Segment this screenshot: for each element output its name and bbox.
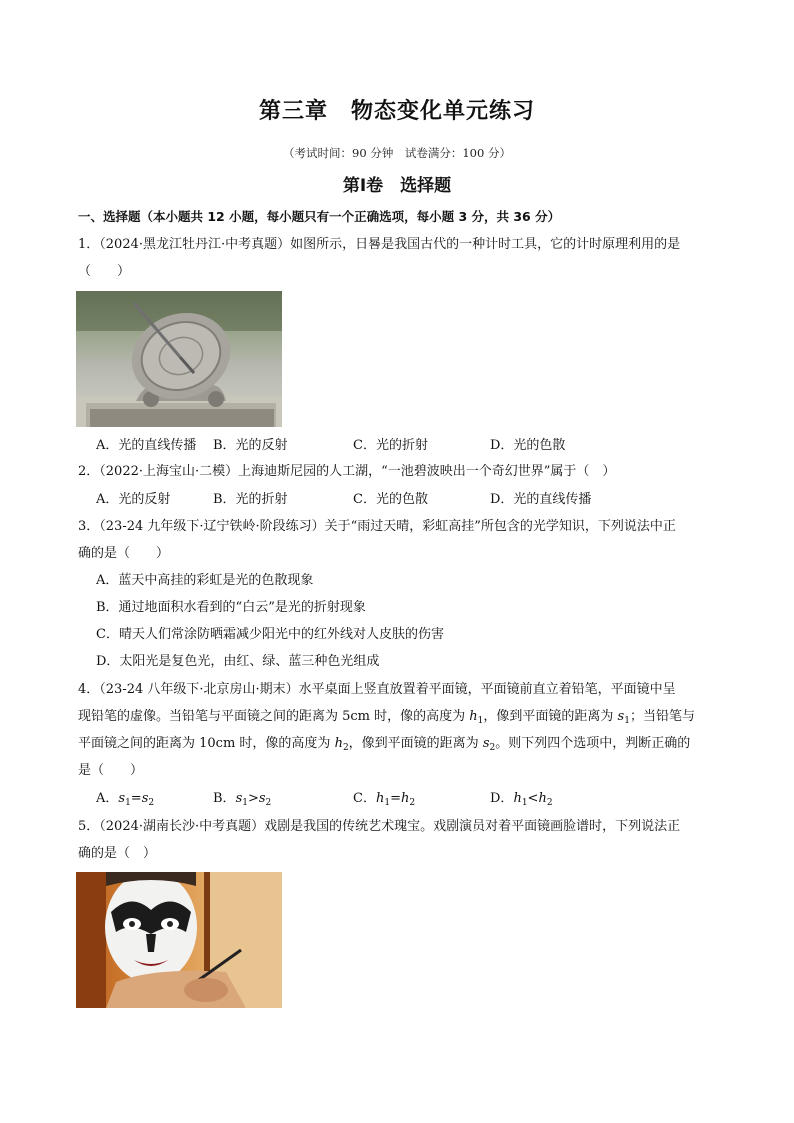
q3-option-a[interactable]: A．蓝天中高挂的彩虹是光的色散现象 bbox=[96, 573, 314, 588]
q4-text: ，像到平面镜的距离为 bbox=[483, 709, 618, 724]
q4-text: ，像到平面镜的距离为 bbox=[348, 736, 483, 751]
section-title: 第Ⅰ卷 选择题 bbox=[342, 176, 452, 196]
var-s: s bbox=[118, 791, 126, 806]
subscript: 2 bbox=[546, 798, 553, 808]
q4-text: 现铅笔的虚像。当铅笔与平面镜之间的距离为 5cm 时，像的高度为 bbox=[78, 709, 470, 724]
var-s: s bbox=[141, 791, 149, 806]
q4-stem: 4．（23-24 八年级下·北京房山·期末）水平桌面上竖直放置着平面镜，平面镜前直立着铅笔，平面镜中呈 bbox=[78, 682, 676, 697]
subscript: 2 bbox=[409, 798, 416, 808]
q3-option-b[interactable]: B．通过地面积水看到的“白云”是光的折射现象 bbox=[96, 600, 366, 615]
var-h: h bbox=[400, 791, 410, 806]
subscript: 2 bbox=[148, 798, 155, 808]
q4-stem-line4: 是（ ） bbox=[78, 763, 144, 778]
q4-option-c[interactable] bbox=[353, 789, 415, 813]
relation: < bbox=[527, 791, 539, 806]
q4-text: ；当铅笔与 bbox=[629, 709, 695, 724]
option-letter: D． bbox=[490, 791, 514, 806]
q2-option-d[interactable]: D．光的直线传播 bbox=[490, 492, 592, 507]
q4-option-d[interactable] bbox=[490, 789, 553, 813]
q1-option-d[interactable]: D．光的色散 bbox=[490, 438, 566, 453]
subscript: 1 bbox=[521, 798, 528, 808]
q5-stem-cont: 确的是（ ） bbox=[78, 846, 157, 861]
q1-stem: 1．（2024·黑龙江牡丹江·中考真题）如图所示，日晷是我国古代的一种计时工具，它的计时原理利用的是 bbox=[78, 237, 681, 252]
q4-stem-line3 bbox=[78, 734, 720, 758]
q1-stem-cont: （ ） bbox=[78, 264, 131, 279]
sundial-photo-icon bbox=[76, 291, 282, 427]
q1-option-b[interactable]: B．光的反射 bbox=[213, 438, 288, 453]
q2-stem: 2．（2022·上海宝山·二模）上海迪斯尼园的人工湖，“一池碧波映出一个奇幻世界”属于（ ） bbox=[78, 464, 616, 479]
q3-stem-cont: 确的是（ ） bbox=[78, 546, 170, 561]
var-s: s bbox=[482, 736, 490, 751]
relation: > bbox=[247, 791, 259, 806]
var-s: s bbox=[258, 791, 266, 806]
q5-stem: 5．（2024·湖南长沙·中考真题）戏剧是我国的传统艺术瑰宝。戏剧演员对着平面镜画脸谱时，下列说法正 bbox=[78, 819, 681, 834]
q2-option-b[interactable]: B．光的折射 bbox=[213, 492, 288, 507]
relation: = bbox=[390, 791, 401, 806]
var-h: h bbox=[538, 791, 547, 806]
sundial-drawing bbox=[76, 291, 282, 427]
subscript: 1 bbox=[477, 716, 484, 726]
subscript: 1 bbox=[384, 798, 391, 808]
q3-stem: 3．（23-24 九年级下·辽宁铁岭·阶段练习）关于“雨过天晴，彩虹高挂”所包含的光学知识，下列说法中正 bbox=[78, 519, 676, 534]
var-h: h bbox=[334, 736, 343, 751]
subscript: 2 bbox=[342, 743, 349, 753]
var-h: h bbox=[513, 791, 522, 806]
q4-text: 平面镜之间的距离为 10cm 时，像的高度为 bbox=[78, 736, 335, 751]
var-h: h bbox=[375, 791, 385, 806]
q1-option-a[interactable]: A．光的直线传播 bbox=[96, 438, 197, 453]
var-s: s bbox=[235, 791, 243, 806]
option-letter: C． bbox=[353, 791, 376, 806]
q3-option-d[interactable]: D．太阳光是复色光，由红、绿、蓝三种色光组成 bbox=[96, 654, 380, 669]
subscript: 1 bbox=[125, 798, 131, 808]
q4-option-b[interactable] bbox=[213, 789, 271, 813]
var-s: s bbox=[617, 709, 625, 724]
q3-option-c[interactable]: C．晴天人们常涂防晒霜减少阳光中的红外线对人皮肤的伤害 bbox=[96, 627, 444, 642]
part-heading: 一、选择题（本小题共 12 小题，每小题只有一个正确选项，每小题 3 分，共 36 分） bbox=[78, 209, 561, 224]
option-letter: A． bbox=[96, 791, 119, 806]
q2-option-a[interactable]: A．光的反射 bbox=[96, 492, 171, 507]
q4-text: 。则下列四个选项中，判断正确的 bbox=[495, 736, 691, 751]
q2-option-c[interactable]: C．光的色散 bbox=[353, 492, 428, 507]
subscript: 1 bbox=[242, 798, 248, 808]
opera-drawing bbox=[76, 872, 282, 1008]
exam-info: （考试时间：90 分钟 试卷满分：100 分） bbox=[283, 146, 511, 160]
var-h: h bbox=[469, 709, 478, 724]
page-title: 第三章 物态变化单元练习 bbox=[258, 99, 535, 124]
opera-makeup-photo-icon bbox=[76, 872, 282, 1008]
subscript: 2 bbox=[265, 798, 272, 808]
relation: = bbox=[130, 791, 142, 806]
option-letter: B． bbox=[213, 791, 236, 806]
q1-option-c[interactable]: C．光的折射 bbox=[353, 438, 428, 453]
q4-stem-line2 bbox=[78, 707, 720, 731]
subscript: 2 bbox=[489, 743, 496, 753]
q4-option-a[interactable] bbox=[96, 789, 154, 813]
subscript: 1 bbox=[624, 716, 630, 726]
